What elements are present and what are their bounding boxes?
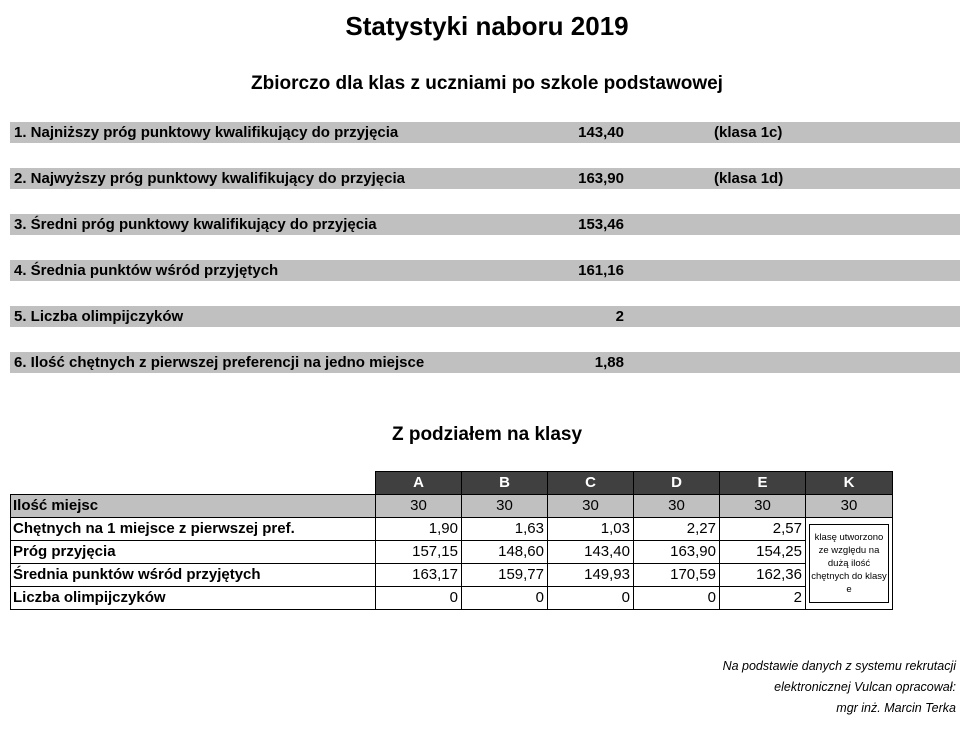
summary-row-olympians	[10, 306, 960, 327]
summary-value: 1,88	[594, 354, 624, 371]
table-cell: 30	[462, 495, 548, 518]
table-cell: 30	[806, 495, 893, 518]
summary-value: 161,16	[578, 262, 624, 279]
summary-value: 2	[615, 308, 624, 325]
page-title: Statystyki naboru 2019	[345, 11, 629, 41]
table-row-avg-points	[11, 564, 893, 587]
table-cell: 157,15	[376, 541, 462, 564]
footer-line: Na podstawie danych z systemu rekrutacji	[722, 659, 956, 673]
column-header-a: A	[376, 472, 462, 495]
table-cell: 0	[376, 587, 462, 610]
footer-line: elektronicznej Vulcan opracował:	[774, 680, 956, 694]
table-cell: 0	[548, 587, 634, 610]
row-label: Chętnych na 1 miejsce z pierwszej pref.	[11, 518, 376, 541]
section-title-classes: Z podziałem na klasy	[391, 424, 583, 445]
table-header-row	[11, 472, 893, 495]
summary-row-avg-points	[10, 260, 960, 281]
table-cell: 148,60	[462, 541, 548, 564]
table-cell: 30	[634, 495, 720, 518]
column-header-b: B	[462, 472, 548, 495]
table-cell: 149,93	[548, 564, 634, 587]
table-cell: 163,90	[634, 541, 720, 564]
table-cell: 2,27	[634, 518, 720, 541]
summary-label: 5. Liczba olimpijczyków	[14, 308, 184, 325]
table-cell: 0	[462, 587, 548, 610]
table-cell: 0	[634, 587, 720, 610]
table-cell: 154,25	[720, 541, 806, 564]
table-cell: 1,90	[376, 518, 462, 541]
summary-row-max-threshold	[10, 168, 960, 189]
summary-row-applicants-ratio	[10, 352, 960, 373]
table-cell: 162,36	[720, 564, 806, 587]
classes-table	[10, 471, 893, 610]
summary-note: (klasa 1c)	[714, 124, 783, 141]
table-cell: 30	[720, 495, 806, 518]
table-cell: 1,63	[462, 518, 548, 541]
summary-value: 153,46	[578, 216, 624, 233]
table-row-places	[11, 495, 893, 518]
table-row-threshold	[11, 541, 893, 564]
table-cell: 143,40	[548, 541, 634, 564]
table-cell: 30	[548, 495, 634, 518]
summary-value: 163,90	[578, 170, 624, 187]
footer-line: mgr inż. Marcin Terka	[836, 701, 956, 715]
summary-value: 143,40	[578, 124, 624, 141]
k-class-note-cell	[806, 518, 893, 610]
column-header-d: D	[634, 472, 720, 495]
column-header-c: C	[548, 472, 634, 495]
table-cell: 2	[720, 587, 806, 610]
table-row-applicants	[11, 518, 893, 541]
summary-row-avg-threshold	[10, 214, 960, 235]
summary-label: 2. Najwyższy próg punktowy kwalifikujący do przyjęcia	[14, 170, 405, 187]
table-cell: 159,77	[462, 564, 548, 587]
row-label: Próg przyjęcia	[11, 541, 376, 564]
summary-note: (klasa 1d)	[714, 170, 784, 187]
table-cell: 1,03	[548, 518, 634, 541]
row-label: Liczba olimpijczyków	[11, 587, 376, 610]
summary-label: 4. Średnia punktów wśród przyjętych	[14, 262, 279, 279]
table-row-olympians	[11, 587, 893, 610]
table-cell: 2,57	[720, 518, 806, 541]
summary-label: 3. Średni próg punktowy kwalifikujący do przyjęcia	[14, 216, 377, 233]
summary-label: 6. Ilość chętnych z pierwszej preferencji na jedno miejsce	[14, 354, 425, 371]
table-cell: 170,59	[634, 564, 720, 587]
column-header-k: K	[806, 472, 893, 495]
summary-label: 1. Najniższy próg punktowy kwalifikujący do przyjęcia	[14, 124, 399, 141]
row-label: Ilość miejsc	[11, 495, 376, 518]
summary-row-min-threshold	[10, 122, 960, 143]
row-label: Średnia punktów wśród przyjętych	[11, 564, 376, 587]
table-cell: 163,17	[376, 564, 462, 587]
k-class-note: klasę utworzono ze względu na dużą ilość chętnych do klasy e	[809, 524, 889, 603]
table-cell: 30	[376, 495, 462, 518]
header-blank	[11, 472, 376, 495]
source-footer	[723, 656, 956, 719]
summary-subtitle: Zbiorczo dla klas z uczniami po szkole podstawowej	[251, 73, 723, 94]
column-header-e: E	[720, 472, 806, 495]
